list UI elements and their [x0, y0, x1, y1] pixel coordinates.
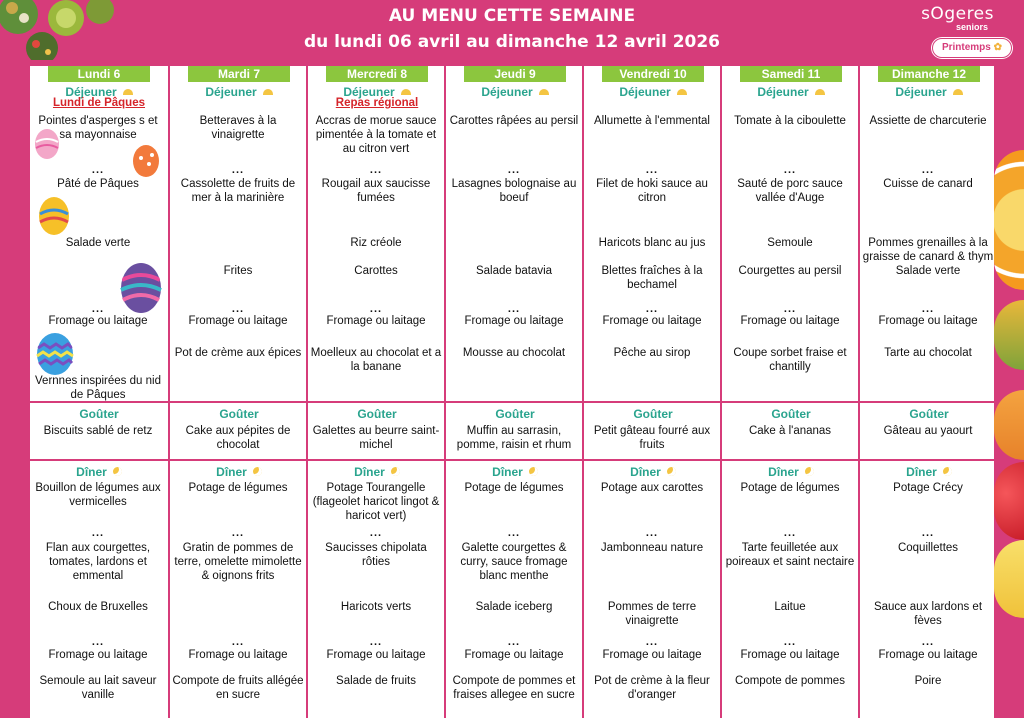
- easter-egg-icon: [36, 332, 74, 376]
- dinner-item: Fromage ou laitage: [878, 649, 978, 661]
- snack-label: Goûter: [495, 407, 535, 421]
- lunch-item: Mousse au chocolat: [462, 347, 566, 359]
- snack-item: Biscuits sablé de retz: [43, 425, 153, 437]
- snack-item: Gâteau au yaourt: [883, 425, 973, 437]
- lunch-item: Allumette à l'emmental: [594, 115, 710, 127]
- day-tab: Mardi 7: [188, 66, 290, 82]
- dinner-item: Fromage ou laitage: [602, 649, 702, 661]
- page-title: AU MENU CETTE SEMAINE: [388, 6, 636, 26]
- day-tab: Mercredi 8: [326, 66, 428, 82]
- separator: ...: [783, 636, 797, 648]
- dinner-item: Semoule au lait saveur vanille: [39, 675, 157, 701]
- moon-icon: [113, 467, 122, 476]
- dinner-item: Potage Tourangelle (flageolet haricot lingot & haricot vert): [312, 482, 440, 522]
- separator: ...: [369, 303, 383, 315]
- lunch-label: Déjeuner: [722, 85, 860, 99]
- lunch-item: Courgettes au persil: [738, 265, 842, 277]
- dinner-item: Fromage ou laitage: [188, 649, 288, 661]
- dinner-label: Dîner: [446, 465, 584, 479]
- dinner-label: Dîner: [308, 465, 446, 479]
- separator: ...: [645, 303, 659, 315]
- separator: ...: [507, 164, 521, 176]
- snack-item: Galettes au beurre saint-michel: [312, 425, 440, 451]
- easter-egg-icon: [34, 128, 60, 160]
- lunch-item: Fromage ou laitage: [740, 315, 840, 327]
- dinner-item: Potage de légumes: [464, 482, 564, 494]
- dinner-label: Dîner: [860, 465, 998, 479]
- dinner-item: Pot de crème à la fleur d'oranger: [594, 675, 710, 701]
- page-period: du lundi 06 avril au dimanche 12 avril 2026: [303, 32, 721, 52]
- lunch-label: Déjeuner: [584, 85, 722, 99]
- snack-item: Muffin au sarrasin, pomme, raisin et rhum: [456, 425, 572, 451]
- day-tab: Lundi 6: [48, 66, 150, 82]
- dinner-item: Tarte feuilletée aux poireaux et saint nectaire: [725, 542, 855, 568]
- snack-label: Goûter: [633, 407, 673, 421]
- day-column: [582, 66, 720, 718]
- dinner-item: Saucisses chipolata rôties: [325, 542, 427, 568]
- day-tab: Vendredi 10: [602, 66, 704, 82]
- lunch-item: Fromage ou laitage: [878, 315, 978, 327]
- sun-icon: [123, 89, 133, 95]
- dinner-item: Compote de pommes: [735, 675, 845, 687]
- dinner-item: Fromage ou laitage: [326, 649, 426, 661]
- day-column: [444, 66, 582, 718]
- separator: ...: [645, 164, 659, 176]
- separator: ...: [231, 164, 245, 176]
- dinner-item: Laitue: [774, 601, 806, 613]
- lunch-item: Salade batavia: [475, 265, 553, 277]
- lunch-item: Assiette de charcuterie: [869, 115, 987, 127]
- dinner-label: Dîner: [584, 465, 722, 479]
- lunch-item: Rougail aux saucisse fumées: [321, 178, 431, 204]
- dinner-item: Compote de pommes et fraises allegee en sucre: [452, 675, 576, 701]
- dinner-item: Fromage ou laitage: [464, 649, 564, 661]
- lunch-item: Lasagnes bolognaise au boeuf: [451, 178, 577, 204]
- moon-icon: [253, 467, 262, 476]
- menu-grid: [30, 66, 994, 718]
- day-tab: Samedi 11: [740, 66, 842, 82]
- day-column: [306, 66, 444, 718]
- easter-egg-icon: [38, 196, 70, 236]
- separator: ...: [231, 636, 245, 648]
- separator: ...: [507, 527, 521, 539]
- separator: ...: [369, 164, 383, 176]
- dinner-item: Salade iceberg: [475, 601, 553, 613]
- lunch-item: Riz créole: [350, 237, 402, 249]
- special-label: Repas régional: [335, 97, 419, 109]
- lunch-label: Déjeuner: [170, 85, 308, 99]
- snack-label: Goûter: [219, 407, 259, 421]
- special-label: Lundi de Pâques: [52, 97, 145, 109]
- dinner-item: Sauce aux lardons et fèves: [873, 601, 983, 627]
- separator: ...: [231, 527, 245, 539]
- dinner-item: Pommes de terre vinaigrette: [607, 601, 697, 627]
- easter-egg-icon: [120, 262, 162, 314]
- moon-icon: [529, 467, 538, 476]
- dinner-item: Bouillon de légumes aux vermicelles: [35, 482, 161, 508]
- separator: ...: [91, 164, 105, 176]
- separator: ...: [645, 527, 659, 539]
- snack-item: Cake à l'ananas: [748, 425, 832, 437]
- lunch-item: Moelleux au chocolat et a la banane: [310, 347, 442, 373]
- dinner-item: Haricots verts: [340, 601, 412, 613]
- snack-label: Goûter: [357, 407, 397, 421]
- day-tab: Dimanche 12: [878, 66, 980, 82]
- sun-icon: [953, 89, 963, 95]
- lunch-item: Filet de hoki sauce au citron: [596, 178, 708, 204]
- lunch-item: Sauté de porc sauce vallée d'Auge: [737, 178, 843, 204]
- day-column: [168, 66, 306, 718]
- flower-icon: ✿: [993, 42, 1003, 53]
- sun-icon: [401, 89, 411, 95]
- separator: ...: [231, 303, 245, 315]
- separator: ...: [921, 527, 935, 539]
- lunch-item: Pot de crème aux épices: [174, 347, 302, 359]
- sun-icon: [539, 89, 549, 95]
- dinner-item: Poire: [914, 675, 942, 687]
- lunch-label: Déjeuner: [308, 85, 446, 99]
- lunch-item: Vernnes inspirées du nid de Pâques: [35, 375, 161, 401]
- lunch-item: Salade verte: [65, 237, 131, 249]
- dinner-item: Coquillettes: [897, 542, 959, 554]
- lunch-item: Pommes grenailles à la graisse de canard & thym: [862, 237, 994, 263]
- separator: ...: [91, 527, 105, 539]
- separator: ...: [921, 636, 935, 648]
- lunch-item: Carottes: [354, 265, 398, 277]
- separator: ...: [369, 636, 383, 648]
- separator: ...: [507, 303, 521, 315]
- lunch-item: Fromage ou laitage: [464, 315, 564, 327]
- melon-icon: [994, 390, 1024, 460]
- lunch-item: Tomate à la ciboulette: [734, 115, 846, 127]
- lunch-item: Cassolette de fruits de mer à la marinière: [180, 178, 296, 204]
- strawberry-icon: [994, 462, 1024, 540]
- dinner-item: Galette courgettes & curry, sauce fromage blanc menthe: [460, 542, 568, 582]
- lunch-label: Déjeuner: [446, 85, 584, 99]
- moon-icon: [667, 467, 676, 476]
- dinner-item: Salade de fruits: [336, 675, 416, 687]
- separator: ...: [91, 636, 105, 648]
- lunch-item: Haricots blanc au jus: [598, 237, 706, 249]
- separator: ...: [91, 303, 105, 315]
- snack-label: Goûter: [79, 407, 119, 421]
- lunch-item: Betteraves à la vinaigrette: [199, 115, 277, 141]
- dinner-item: Compote de fruits allégée en sucre: [172, 675, 304, 701]
- lunch-item: Tarte au chocolat: [884, 347, 972, 359]
- dinner-item: Flan aux courgettes, tomates, lardons et emmental: [45, 542, 151, 582]
- lunch-item: Accras de morue sauce pimentée à la tomate et au citron vert: [315, 115, 437, 155]
- lunch-item: Fromage ou laitage: [188, 315, 288, 327]
- separator: ...: [645, 636, 659, 648]
- moon-icon: [943, 467, 952, 476]
- dinner-item: Fromage ou laitage: [48, 649, 148, 661]
- brand-logo: sOgeres: [921, 4, 994, 24]
- header: [0, 0, 1024, 66]
- dinner-item: Potage aux carottes: [600, 482, 704, 494]
- separator: ...: [783, 527, 797, 539]
- snack-label: Goûter: [909, 407, 949, 421]
- lunch-item: Fromage ou laitage: [48, 315, 148, 327]
- sun-icon: [677, 89, 687, 95]
- separator: ...: [783, 303, 797, 315]
- separator: ...: [921, 303, 935, 315]
- lunch-item: Semoule: [767, 237, 813, 249]
- snack-item: Cake aux pépites de chocolat: [185, 425, 291, 451]
- pineapple-icon: [994, 540, 1024, 618]
- dinner-item: Jambonneau nature: [600, 542, 704, 554]
- day-tab: Jeudi 9: [464, 66, 566, 82]
- lunch-item: Pointes d'asperges s et sa mayonnaise: [38, 115, 158, 141]
- season-badge: Printemps ✿: [932, 38, 1012, 58]
- lunch-item: Pâté de Pâques: [57, 178, 139, 190]
- separator: ...: [507, 636, 521, 648]
- lunch-item: Carottes râpées au persil: [449, 115, 579, 127]
- lunch-item: Frites: [223, 265, 253, 277]
- mango-icon: [994, 300, 1024, 370]
- separator: ...: [783, 164, 797, 176]
- lunch-item: Pêche au sirop: [613, 347, 691, 359]
- snack-label: Goûter: [771, 407, 811, 421]
- dinner-item: Fromage ou laitage: [740, 649, 840, 661]
- lunch-item: Coupe sorbet fraise et chantilly: [733, 347, 847, 373]
- lunch-item: Fromage ou laitage: [602, 315, 702, 327]
- moon-icon: [805, 467, 814, 476]
- brand-sub: seniors: [955, 22, 988, 32]
- easter-egg-icon: [132, 144, 160, 178]
- lunch-item: Salade verte: [895, 265, 961, 277]
- lunch-item: Cuisse de canard: [883, 178, 973, 190]
- dinner-item: Potage de légumes: [188, 482, 288, 494]
- separator: ...: [369, 527, 383, 539]
- sun-icon: [263, 89, 273, 95]
- separator: ...: [921, 164, 935, 176]
- lunch-item: Blettes fraîches à la bechamel: [601, 265, 703, 291]
- day-column: [858, 66, 996, 718]
- lunch-item: Fromage ou laitage: [326, 315, 426, 327]
- dinner-item: Gratin de pommes de terre, omelette mimolette & oignons frits: [174, 542, 302, 582]
- dinner-item: Potage de légumes: [740, 482, 840, 494]
- dinner-item: Choux de Bruxelles: [48, 601, 148, 613]
- snack-item: Petit gâteau fourré aux fruits: [593, 425, 711, 451]
- day-column: [720, 66, 858, 718]
- dinner-item: Potage Crécy: [893, 482, 963, 494]
- lunch-label: Déjeuner: [30, 85, 168, 99]
- orange-slice-icon: [994, 150, 1024, 290]
- dinner-label: Dîner: [722, 465, 860, 479]
- lunch-label: Déjeuner: [860, 85, 998, 99]
- dinner-label: Dîner: [30, 465, 168, 479]
- sun-icon: [815, 89, 825, 95]
- moon-icon: [391, 467, 400, 476]
- dinner-label: Dîner: [170, 465, 308, 479]
